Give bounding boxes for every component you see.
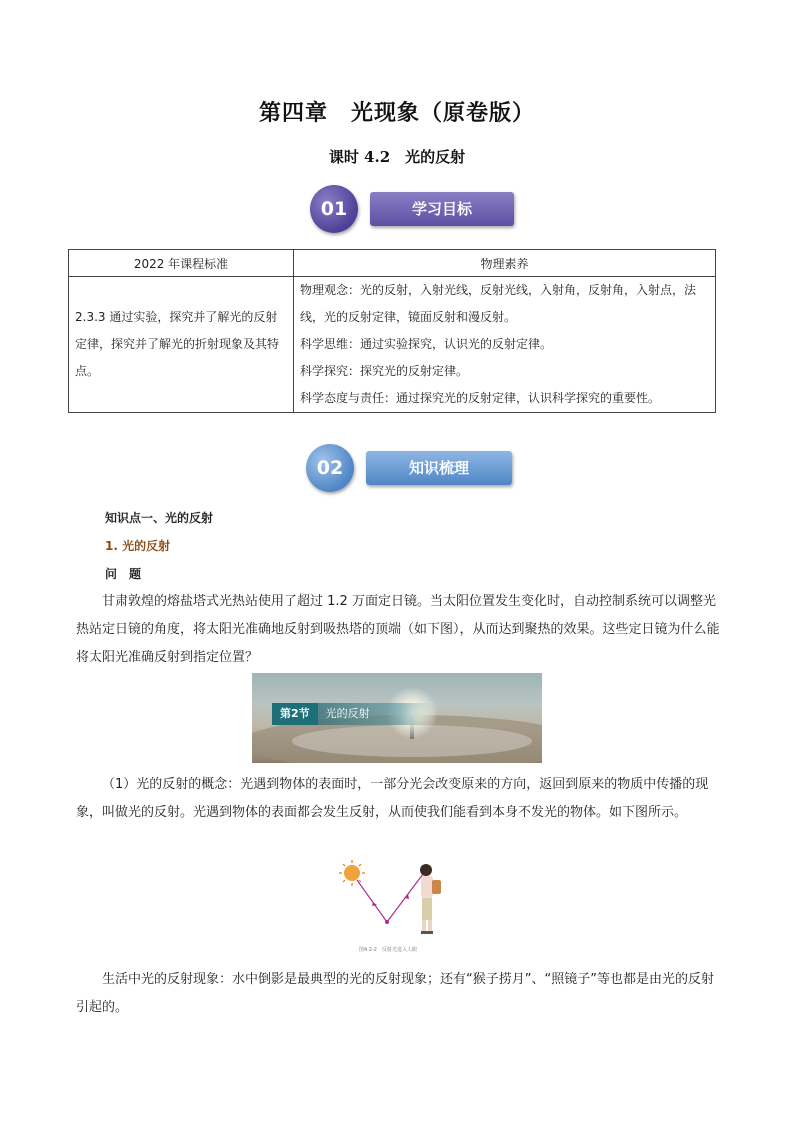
- goals-table: [68, 249, 716, 413]
- literacy-item: 科学思维：通过实验探究，认识光的反射定律。: [300, 337, 553, 351]
- knowledge-point-title: 知识点一、光的反射: [105, 511, 214, 525]
- page-title: 第四章 光现象（原卷版）: [258, 100, 535, 126]
- question-label: 问 题: [105, 567, 142, 581]
- literacy-item: 科学探究：探究光的反射定律。: [300, 364, 469, 378]
- reflection-figure: [335, 858, 455, 953]
- table-header-standard: 2022 年课程标准: [69, 250, 294, 277]
- physics-literacy-cell: [294, 277, 716, 413]
- literacy-item: 物理观念：光的反射，入射光线，反射光线，入射角，反射角，入射点，法线，光的反射定律，镜面反射和漫反射。: [300, 283, 697, 324]
- section-heading-learning-goals: 学习目标: [370, 192, 514, 226]
- figure-caption: 图4.2-2 反射光进入人眼: [359, 947, 417, 953]
- solar-tower-photo: [252, 673, 542, 763]
- photo-caption: 光的反射: [325, 707, 370, 720]
- reflection-illustration: [335, 858, 455, 938]
- literacy-item: 科学态度与责任：通过探究光的反射定律，认识科学探究的重要性。: [300, 391, 661, 405]
- question-paragraph: 甘肃敦煌的熔盐塔式光热站使用了超过 1.2 万面定日镜。当太阳位置发生变化时，自动控制系统可以调整光热站定日镜的角度，将太阳光准确地反射到吸热塔的顶端（如下图），从而达到聚热的效果。这些定日镜为什么能将太阳光准确反射到指定位置？: [76, 594, 720, 665]
- photo-section-tag: 第2节: [272, 703, 318, 725]
- concept-paragraph: （1）光的反射的概念：光遇到物体的表面时，一部分光会改变原来的方向，返回到原来的物质中传播的现象，叫做光的反射。光遇到物体的表面都会发生反射，从而使我们能看到本身不发光的物体。如下图所示。: [76, 777, 709, 820]
- life-examples-paragraph: 生活中光的反射现象：水中倒影是最典型的光的反射现象；还有“猴子捞月”、“照镜子”等也都是由光的反射引起的。: [76, 972, 714, 1015]
- section-heading-knowledge: 知识梳理: [366, 451, 512, 485]
- section-number-badge: 02: [306, 444, 354, 492]
- section-number-badge: 01: [310, 185, 358, 233]
- photo-banner: [272, 703, 432, 725]
- item-title: 1. 光的反射: [105, 539, 171, 553]
- table-header-literacy: 物理素养: [294, 250, 716, 277]
- lesson-subtitle: 课时 4.2 光的反射: [328, 148, 466, 166]
- curriculum-standard-cell: 2.3.3 通过实验，探究并了解光的反射定律，探究并了解光的折射现象及其特点。: [69, 277, 294, 413]
